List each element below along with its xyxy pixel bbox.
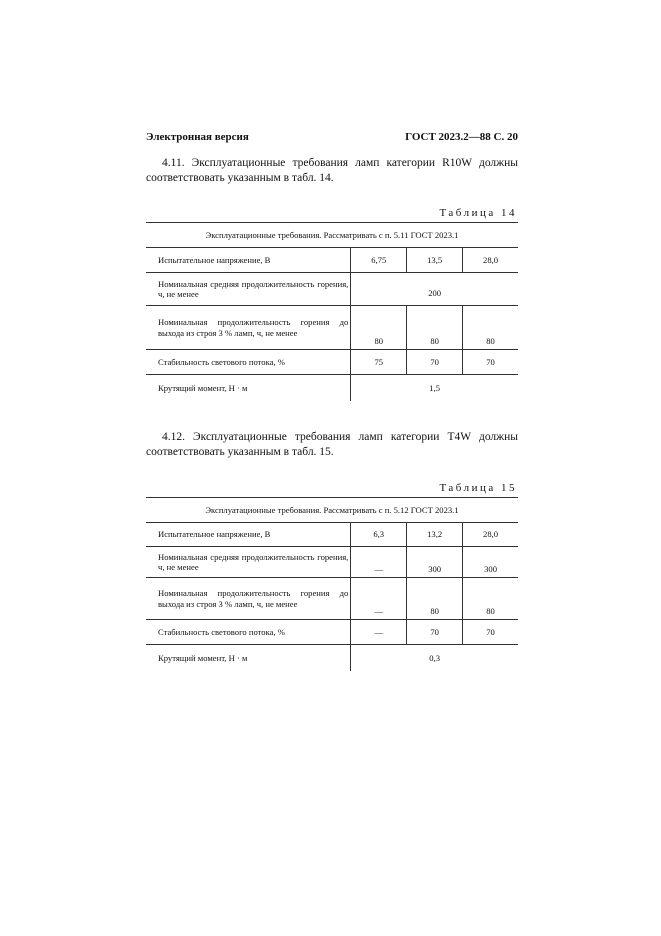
- table-row: [146, 350, 518, 375]
- cell-value-merged: 0,3: [351, 645, 518, 671]
- cell-value: 70: [407, 620, 463, 645]
- cell-value: 80: [351, 306, 407, 350]
- table-15-caption: Таблица 15: [439, 482, 517, 494]
- row-label: Крутящий момент, Н · м: [158, 652, 248, 663]
- cell-value: 70: [463, 350, 518, 375]
- running-header-right: ГОСТ 2023.2—88 С. 20: [405, 131, 518, 143]
- row-label: Испытательное напряжение, В: [146, 248, 351, 273]
- table-14-header: Эксплуатационные требования. Рассматривать с п. 5.11 ГОСТ 2023.1: [146, 223, 518, 248]
- cell-value: 80: [407, 306, 463, 350]
- table-row: [146, 547, 518, 578]
- cell-value: 75: [351, 350, 407, 375]
- row-label: Стабильность светового потока, %: [146, 350, 351, 375]
- table-row: [146, 620, 518, 645]
- cell-value: 70: [463, 620, 518, 645]
- paragraph-4-12: 4.12. Эксплуатационные требования ламп категории T4W должны соответствовать указанным в табл. 15.: [146, 431, 518, 458]
- cell-value: 13,2: [407, 523, 463, 547]
- table-row: [146, 248, 518, 273]
- cell-value: 300: [407, 547, 463, 578]
- cell-value: 80: [463, 578, 518, 620]
- cell-value: 300: [463, 547, 518, 578]
- cell-value: 13,5: [407, 248, 463, 273]
- row-label: Стабильность светового потока, %: [146, 620, 351, 645]
- table-15-header: Эксплуатационные требования. Рассматривать с п. 5.12 ГОСТ 2023.1: [146, 498, 518, 523]
- cell-value: 6,3: [351, 523, 407, 547]
- cell-value: 28,0: [463, 523, 518, 547]
- table-row: [146, 306, 518, 350]
- cell-value: 28,0: [463, 248, 518, 273]
- row-label: Номинальная продолжительность горения до выхода из строя 3 % ламп, ч, не менее: [146, 306, 351, 350]
- table-row: [146, 578, 518, 620]
- cell-value: 70: [407, 350, 463, 375]
- cell-value: —: [351, 547, 407, 578]
- table-row: [146, 523, 518, 547]
- cell-value: 80: [407, 578, 463, 620]
- table-row: [146, 375, 518, 401]
- running-header-left: Электронная версия: [146, 131, 249, 143]
- cell-value: —: [351, 578, 407, 620]
- table-row: [146, 273, 518, 306]
- row-label: Крутящий момент, Н · м: [158, 382, 248, 393]
- cell-value-merged: 200: [351, 273, 518, 306]
- row-label: Номинальная продолжительность горения до выхода из строя 3 % ламп, ч, не менее: [146, 578, 351, 620]
- cell-value: —: [351, 620, 407, 645]
- cell-value: 6,75: [351, 248, 407, 273]
- paragraph-4-11: 4.11. Эксплуатационные требования ламп категории R10W должны соответствовать указанным в табл. 14.: [146, 157, 518, 184]
- table-row: [146, 645, 518, 671]
- row-label: Номинальная средняя продолжительность горения, ч, не менее: [146, 273, 351, 306]
- row-label: Номинальная средняя продолжительность горения, ч, не менее: [146, 547, 351, 578]
- table-14: [146, 222, 518, 401]
- table-15: [146, 497, 518, 671]
- table-14-caption: Таблица 14: [439, 207, 517, 219]
- cell-value: 80: [463, 306, 518, 350]
- row-label: Испытательное напряжение, В: [146, 523, 351, 547]
- cell-value-merged: 1,5: [351, 375, 518, 401]
